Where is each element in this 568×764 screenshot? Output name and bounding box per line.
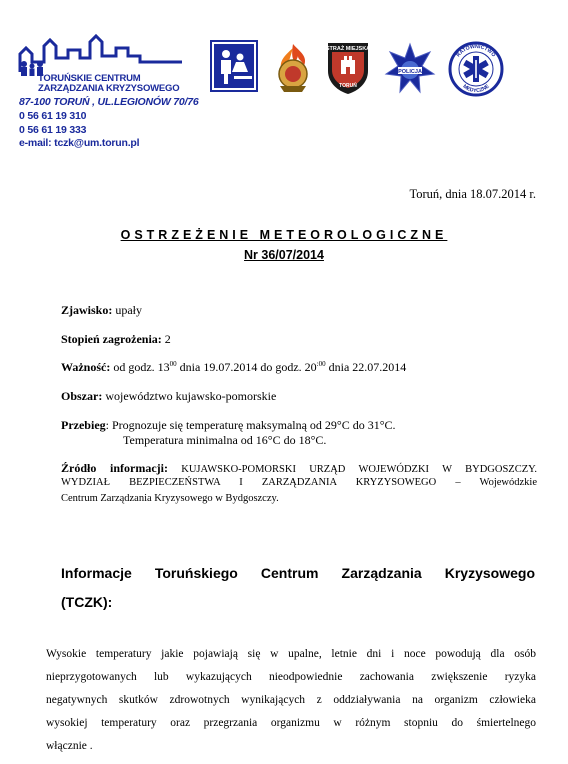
org-phone-1: 0 56 61 19 310 (19, 110, 87, 122)
course-row (61, 418, 396, 433)
document-title (0, 228, 568, 242)
validity-label: Ważność: (61, 360, 111, 374)
validity-part3: dnia 22.07.2014 (328, 360, 407, 374)
ambulance-star-of-life-icon (448, 41, 504, 97)
fire-brigade-emblem-icon (268, 42, 318, 94)
police-text: POLICJA (398, 69, 422, 75)
org-name-line2: ZARZĄDZANIA KRYZYSOWEGO (38, 83, 180, 94)
paragraph-line-1: Wysokie temperatury jakie pojawiają się w upalne, letnie dni i noce powodują dla osób (46, 648, 536, 660)
phenomenon-value: upały (115, 303, 143, 317)
paragraph-line-4: wysokiej temperatury oraz przegrzania organizmu w różnym stopniu do śmiertelnego (46, 717, 536, 729)
org-email[interactable]: e-mail: tczk@um.torun.pl (19, 137, 140, 149)
city-guard-shield-icon (325, 40, 371, 96)
validity-sup1: 00 (169, 360, 177, 368)
validity-sup2: :00 (316, 360, 326, 368)
source-line3: Centrum Zarządzania Kryzysowego w Bydgoszczy. (61, 493, 279, 504)
threat-level-row (61, 332, 171, 347)
area-value: województwo kujawsko-pomorskie (105, 389, 277, 403)
threat-level-value: 2 (164, 332, 171, 346)
paragraph-line-5: włącznie . (46, 740, 93, 752)
info-heading-line1: Informacje Toruńskiego Centrum Zarządzania Kryzysowego (61, 565, 535, 581)
document-title-text: OSTRZEŻENIE METEOROLOGICZNE (120, 228, 448, 242)
threat-level-label: Stopień zagrożenia: (61, 332, 162, 346)
document-date: Toruń, dnia 18.07.2014 r. (409, 187, 536, 201)
phenomenon-row (61, 303, 142, 318)
course-line1: : Prognozuje się temperaturę maksymalną od 29°C do 31°C. (105, 418, 396, 432)
area-label: Obszar: (61, 389, 103, 403)
info-heading-line2: (TCZK): (61, 594, 113, 610)
city-guard-text-bottom: TORUŃ (339, 83, 357, 89)
tczk-logo-icon (16, 28, 186, 76)
social-services-icon (210, 40, 258, 92)
police-star-icon (384, 42, 436, 94)
source-label: Źródło informacji: (61, 461, 168, 475)
validity-part2: dnia 19.07.2014 do godz. 20 (179, 360, 317, 374)
source-row (61, 461, 537, 476)
city-guard-text-top: STRAŻ MIEJSKA (325, 46, 371, 52)
source-line2: WYDZIAŁ BEZPIECZEŃSTWA I ZARZĄDZANIA KRYZYSOWEGO – Wojewódzkie (61, 477, 537, 488)
org-address: 87-100 TORUŃ , UL.LEGIONÓW 70/76 (19, 96, 199, 108)
paragraph-line-3: negatywnych skutków zdrowotnych wynikających z oddziaływania na organizm człowieka (46, 694, 536, 706)
org-name-line1: TORUŃSKIE CENTRUM (38, 73, 141, 84)
validity-row (61, 360, 406, 375)
source-line1: KUJAWSKO-POMORSKI URZĄD WOJEWÓDZKI W BYDGOSZCZY. (181, 464, 537, 475)
course-line2: Temperatura minimalna od 16°C do 18°C. (123, 433, 327, 447)
org-phone-2: 0 56 61 19 333 (19, 124, 87, 136)
paragraph-line-2: nieprzygotowanych lub wykazujących nieodpowiednie zachowania zwiększenie ryzyka (46, 671, 536, 683)
phenomenon-label: Zjawisko: (61, 303, 113, 317)
medical-text-bottom: MEDYCZNE (461, 83, 491, 95)
medical-text-top: RATOWNICTWO (455, 43, 497, 59)
area-row (61, 389, 276, 404)
course-label: Przebieg (61, 418, 106, 432)
document-number: Nr 36/07/2014 (244, 248, 324, 262)
validity-part1: od godz. 13 (113, 360, 170, 374)
